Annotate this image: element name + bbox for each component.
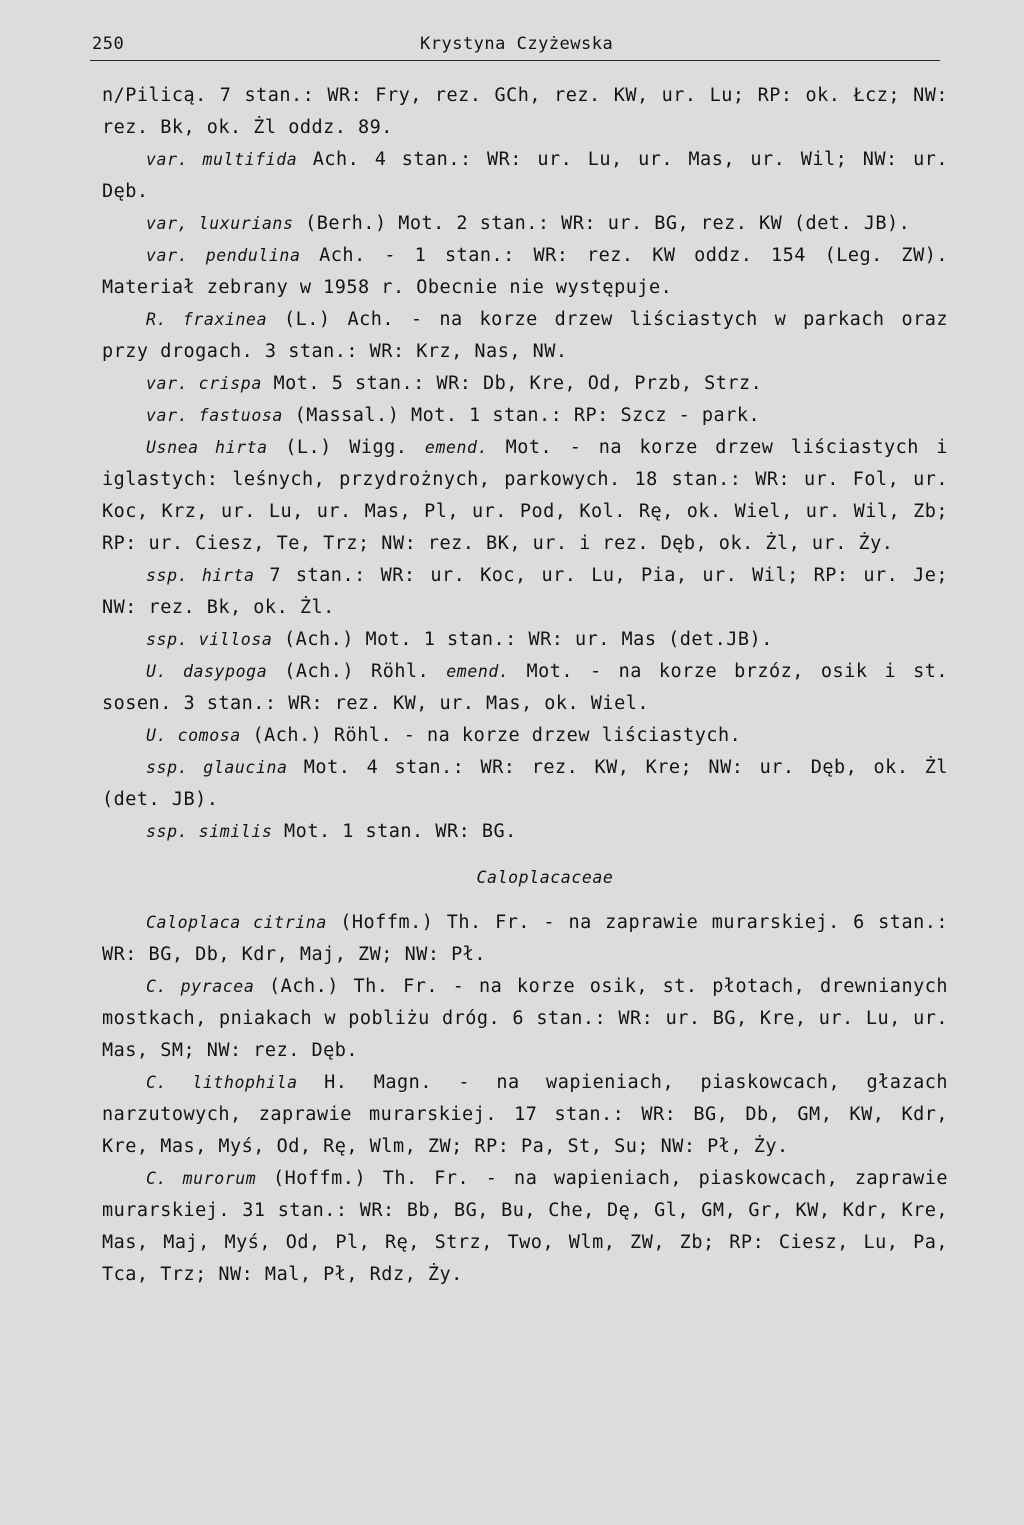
- species-entry: var. multifida Ach. 4 stan.: WR: ur. Lu, ur. Mas, ur. Wil; NW: ur. Dęb.: [102, 149, 948, 202]
- species-entry: U. dasypoga (Ach.) Röhl. emend. Mot. - na korze brzóz, osik i st. sosen. 3 stan.: WR: rez. KW, ur. Mas, ok. Wiel.: [102, 661, 948, 714]
- taxon-name: U. comosa: [146, 726, 241, 745]
- taxon-name: R. fraxinea: [146, 310, 268, 329]
- taxon-name: var. multifida: [146, 150, 298, 169]
- species-entry: var. fastuosa (Massal.) Mot. 1 stan.: RP: Szcz - park.: [146, 405, 761, 426]
- species-entry: var. pendulina Ach. - 1 stan.: WR: rez. KW oddz. 154 (Leg. ZW). Materiał zebrany w 1958 r. Obecnie nie występuje.: [102, 245, 948, 298]
- species-entry: Caloplaca citrina (Hoffm.) Th. Fr. - na zaprawie murarskiej. 6 stan.: WR: BG, Db, Kdr, Maj, ZW; NW: Pł.: [102, 912, 948, 965]
- taxon-name: U. dasypoga: [146, 662, 268, 681]
- species-entry: C. lithophila H. Magn. - na wapieniach, piaskowcach, głazach narzutowych, zaprawie murarskiej. 17 stan.: WR: BG, Db, GM, KW, Kdr, Kre, Mas, Myś, Od, Rę, Wlm, ZW; RP: Pa, St, Su; NW: Pł, Ży.: [102, 1072, 948, 1157]
- taxon-name: C. murorum: [146, 1169, 257, 1188]
- entry-continuation: n/Pilicą. 7 stan.: WR: Fry, rez. GCh, rez. KW, ur. Lu; RP: ok. Łcz; NW: rez. Bk, ok. Żl oddz. 89.: [102, 85, 948, 138]
- family-heading: Caloplacaceae: [476, 868, 614, 887]
- species-entry: ssp. hirta 7 stan.: WR: ur. Koc, ur. Lu, Pia, ur. Wil; RP: ur. Je; NW: rez. Bk, ok. Żl.: [102, 565, 949, 618]
- taxon-name: ssp. villosa: [146, 630, 273, 649]
- page-body: [102, 80, 948, 1291]
- running-author: Krystyna Czyżewska: [420, 34, 614, 54]
- taxon-name: ssp. similis: [146, 822, 273, 841]
- species-entry: C. pyracea (Ach.) Th. Fr. - na korze osik, st. płotach, drewnianych mostkach, pniakach w pobliżu dróg. 6 stan.: WR: ur. BG, Kre, ur. Lu, ur. Mas, SM; NW: rez. Dęb.: [102, 976, 948, 1061]
- emend-term: emend.: [424, 438, 489, 457]
- species-entry: U. comosa (Ach.) Röhl. - na korze drzew liściastych.: [146, 725, 742, 746]
- species-entry: Usnea hirta (L.) Wigg. emend. Mot. - na korze drzew liściastych i iglastych: leśnych, przydrożnych, parkowych. 18 stan.: WR: ur. Fol, ur. Koc, Krz, ur. Lu, ur. Mas, Pl, ur. Pod, Kol. Rę, ok. Wiel, ur. Wil, Zb; RP: ur. Ciesz, Te, Trz; NW: rez. BK, ur. i rez. Dęb, ok. Żl, ur. Ży.: [102, 437, 949, 554]
- species-entry: R. fraxinea (L.) Ach. - na korze drzew liściastych w parkach oraz przy drogach. 3 stan.: WR: Krz, Nas, NW.: [102, 309, 949, 362]
- taxon-name: ssp. hirta: [146, 566, 255, 585]
- taxon-name: var, luxurians: [146, 214, 294, 233]
- taxon-name: var. pendulina: [146, 246, 301, 265]
- species-entry: var, luxurians (Berh.) Mot. 2 stan.: WR: ur. BG, rez. KW (det. JB).: [146, 213, 911, 234]
- species-entry: ssp. similis Mot. 1 stan. WR: BG.: [146, 821, 517, 842]
- taxon-name: C. lithophila: [146, 1073, 298, 1092]
- species-entry: ssp. glaucina Mot. 4 stan.: WR: rez. KW, Kre; NW: ur. Dęb, ok. Żl (det. JB).: [102, 757, 948, 810]
- taxon-name: var. fastuosa: [146, 406, 283, 425]
- taxon-name: Usnea hirta: [146, 438, 268, 457]
- page-header: [90, 32, 940, 61]
- taxon-name: ssp. glaucina: [146, 758, 288, 777]
- species-entry: ssp. villosa (Ach.) Mot. 1 stan.: WR: ur. Mas (det.JB).: [146, 629, 773, 650]
- emend-term: emend.: [446, 662, 510, 681]
- species-entry: C. murorum (Hoffm.) Th. Fr. - na wapieniach, piaskowcach, zaprawie murarskiej. 31 stan.: WR: Bb, BG, Bu, Che, Dę, Gl, GM, Gr, KW, Kdr, Kre, Mas, Maj, Myś, Od, Pl, Rę, Strz, Two, Wlm, ZW, Zb; RP: Ciesz, Lu, Pa, Tca, Trz; NW: Mal, Pł, Rdz, Ży.: [102, 1168, 948, 1285]
- taxon-name: Caloplaca citrina: [146, 913, 327, 932]
- species-entry: var. crispa Mot. 5 stan.: WR: Db, Kre, Od, Przb, Strz.: [146, 373, 763, 394]
- page-number: 250: [92, 34, 125, 54]
- taxon-name: C. pyracea: [146, 977, 255, 996]
- taxon-name: var. crispa: [146, 374, 262, 393]
